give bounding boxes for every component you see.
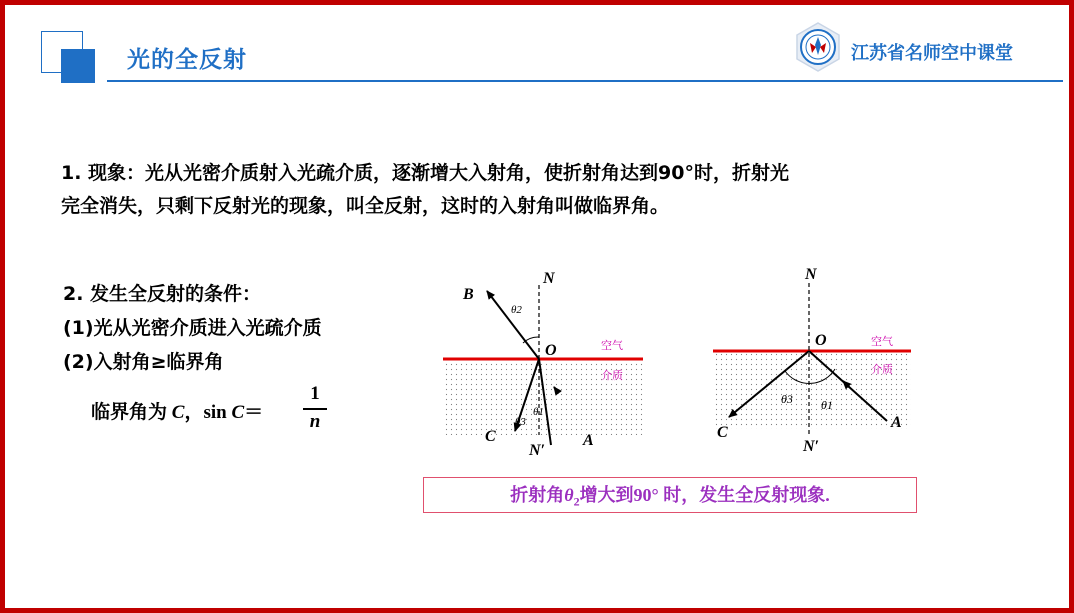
fraction-one-over-n (303, 383, 327, 433)
label-theta1-right: θ1 (821, 398, 833, 412)
phenomenon-text (61, 157, 981, 223)
conditions-block (63, 277, 322, 379)
label-N-right: N (805, 266, 817, 283)
decor-square-fill (61, 49, 95, 83)
refraction-diagrams (425, 263, 945, 463)
fraction-bar (303, 408, 327, 410)
label-theta2-left: θ2 (511, 304, 522, 316)
fraction-denominator: n (309, 411, 321, 432)
refracted-ray-B (487, 291, 539, 359)
label-air-left: 空气 (601, 339, 623, 352)
label-O-right: O (815, 332, 827, 349)
note-post: 增大到90° 时，发生全反射现象. (579, 485, 830, 505)
label-medium-right: 介质 (871, 363, 893, 376)
note-pre: 折射角 (510, 485, 565, 505)
label-A-left: A (583, 432, 594, 449)
label-theta1-left: θ1 (533, 406, 544, 418)
phenomenon-line-1: 1. 现象：光从光密介质射入光疏介质，逐渐增大入射角，使折射角达到90°时，折射光 (61, 162, 789, 184)
diagram-refraction (443, 270, 643, 459)
phenomenon-line-2: 完全消失，只剩下反射光的现象，叫全反射，这时的入射角叫做临界角。 (61, 195, 670, 217)
page-title: 光的全反射 (127, 47, 247, 73)
critical-sin: ，sin (184, 402, 232, 423)
brand-name: 江苏省名师空中课堂 (851, 43, 1013, 64)
title-underline (107, 80, 1063, 82)
critical-angle-formula (91, 397, 263, 424)
critical-symbol-C: C (171, 402, 185, 423)
critical-prefix: 临界角为 (91, 401, 168, 423)
conclusion-box (423, 477, 917, 513)
brand-logo-icon (792, 21, 844, 73)
fraction-numerator: 1 (310, 383, 320, 404)
label-Nprime-left: N′ (529, 442, 546, 459)
label-O-left: O (545, 342, 557, 359)
label-B: B (463, 286, 474, 303)
label-Nprime-right: N′ (803, 438, 820, 455)
label-C-right: C (717, 424, 728, 441)
label-N-left: N (543, 270, 555, 287)
label-A-right: A (891, 414, 902, 431)
critical-symbol-C2: C (231, 402, 245, 423)
critical-equals: ＝ (244, 402, 264, 423)
note-sub: 2 (573, 494, 580, 509)
label-theta3-right: θ3 (781, 392, 793, 406)
note-theta: θ (564, 485, 574, 505)
label-theta3-left: θ3 (515, 416, 526, 428)
label-air-right: 空气 (871, 335, 893, 348)
conditions-title: 2. 发生全反射的条件： (63, 283, 262, 305)
diagram-total-reflection (713, 266, 911, 455)
label-C-left: C (485, 428, 496, 445)
condition-item-1: (1)光从光密介质进入光疏介质 (63, 317, 322, 339)
label-medium-left: 介质 (601, 369, 623, 382)
condition-item-2: (2)入射角≥临界角 (63, 351, 224, 373)
